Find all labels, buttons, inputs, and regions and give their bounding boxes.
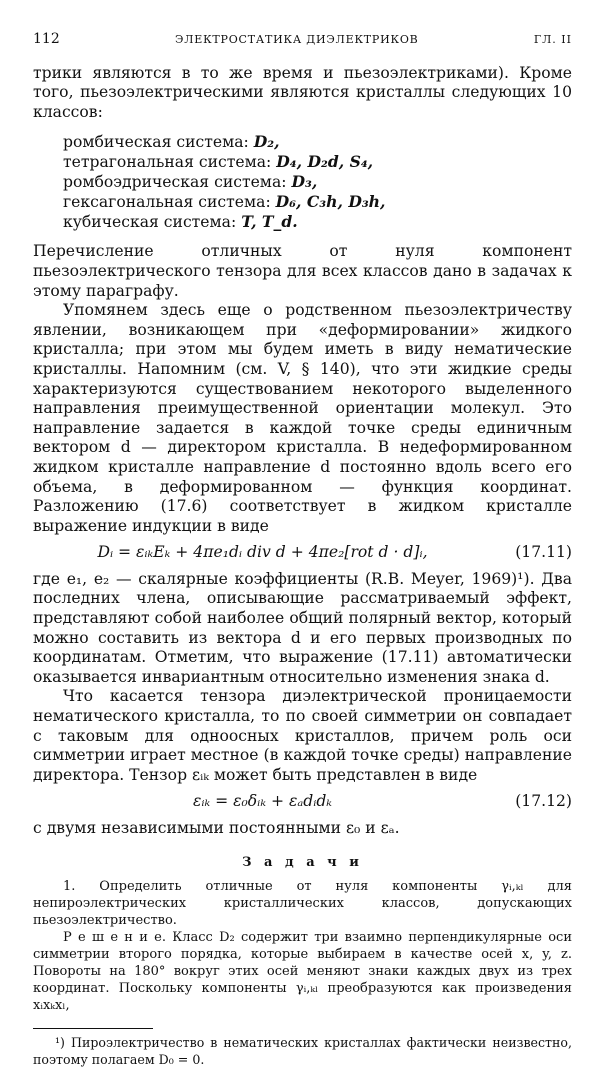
task-statement: 1. Определить отличные от нуля компоненты γᵢ,ₖₗ для непироэлектрических кристаллических классов, допускающих пьезоэлектричество. <box>33 879 572 929</box>
paragraph: Что касается тензора диэлектрической проницаемости нематического кристалла, то по своей симметрии он совпадает с таковым для одноосных кристаллов, причем роль оси симметрии играет местное (в каждой точке среды) направление директора. Тензор εᵢₖ может быть представлен в виде <box>33 687 572 784</box>
running-title: ЭЛЕКТРОСТАТИКА ДИЭЛЕКТРИКОВ <box>175 33 419 46</box>
task-solution: Р е ш е н и е. Класс D₂ содержит три взаимно перпендикулярные оси симметрии второго порядка, которые выбираем в качестве осей x, y, z. Повороты на 180° вокруг этих осей меняют знаки каждых двух из трех координат. Поскольку компоненты γᵢ,ₖₗ преобразуются как произведения xᵢxₖxₗ, <box>33 930 572 1014</box>
page-number: 112 <box>33 31 60 47</box>
paragraph: Перечисление отличных от нуля компонент пьезоэлектрического тензора для всех классов дано в задачах к этому параграфу. <box>33 242 572 300</box>
running-header <box>33 30 572 50</box>
list-item: ромбоэдрическая система: D₃, <box>63 172 318 192</box>
intro-paragraph: трики являются в то же время и пьезоэлектриками). Кроме того, пьезоэлектрическими являются кристаллы следующих 10 классов: <box>33 63 572 121</box>
equation-17-11 <box>33 543 572 563</box>
list-item: тетрагональная система: D₄, D₂d, S₄, <box>63 152 374 172</box>
crystal-class-list <box>63 132 572 232</box>
section-title: З а д а ч и <box>242 854 363 870</box>
paragraph: Упомянем здесь еще о родственном пьезоэлектричеству явлении, возникающем при «деформировании» жидкого кристалла; при этом мы будем иметь в виду нематические кристаллы. Напомним (см. V, § 140), что эти жидкие среды характеризуются существованием некоторого выделенного направления преимущественной ориентации молекул. Это направление задается в каждой точке среды единичным вектором d — директором кристалла. В недеформированном жидком кристалле направление d постоянно вдоль всего его объема, в деформированном — функция координат. Разложению (17.6) соответствует в жидком кристалле выражение индукции в виде <box>33 301 572 535</box>
list-item: гексагональная система: D₆, C₃h, D₃h, <box>63 192 386 212</box>
equation-number: (17.11) <box>515 543 572 562</box>
footnote: ¹) Пироэлектричество в нематических кристаллах фактически неизвестно, поэтому полагаем D₀ = 0. <box>33 1035 572 1067</box>
paragraph: с двумя независимыми постоянными ε₀ и εₐ. <box>33 819 400 837</box>
list-item: ромбическая система: D₂, <box>63 132 280 152</box>
footnote-divider <box>33 1028 153 1029</box>
equation-number: (17.12) <box>515 792 572 811</box>
paragraph: где e₁, e₂ — скалярные коэффициенты (R.B. Meyer, 1969)¹). Два последних члена, описывающие рассматриваемый эффект, представляют собой наиболее общий полярный вектор, который можно составить из вектора d и его первых производных по координатам. Отметим, что выражение (17.11) автоматически оказывается инвариантным относительно изменения знака d. <box>33 569 572 686</box>
equation-body: εᵢₖ = ε₀δᵢₖ + εₐdᵢdₖ <box>193 792 332 811</box>
equation-17-12 <box>33 792 572 812</box>
chapter-label: ГЛ. II <box>533 33 572 46</box>
equation-body: Dᵢ = εᵢₖEₖ + 4πe₁dᵢ div d + 4πe₂[rot d · d]ᵢ, <box>97 543 428 562</box>
list-item: кубическая система: T, T_d. <box>63 212 298 232</box>
